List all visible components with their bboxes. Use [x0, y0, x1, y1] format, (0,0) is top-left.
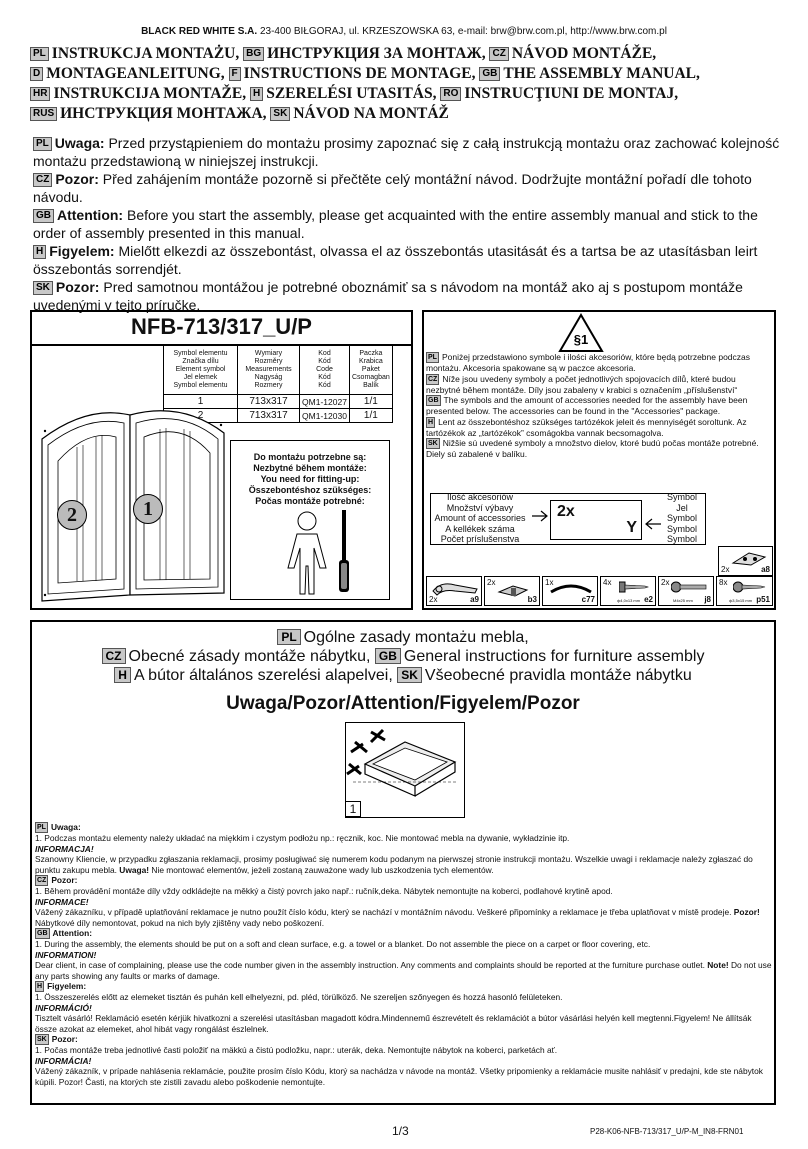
header-line: Kód	[318, 373, 331, 381]
arrow-right-icon	[532, 510, 552, 522]
legend-label: Ilość akcesoriów	[446, 492, 514, 502]
general-title-text: Všeobecné pravidla montáže nábytku	[424, 667, 692, 684]
flag-pl: PL	[33, 137, 52, 151]
body-heading: Pozor:	[51, 1034, 78, 1044]
warning-label: Uwaga:	[54, 135, 105, 151]
body-text: Dear client, in case of complaining, please use the code number given in the assembly instruction. Any comments and complaints should be reported at the furniture purchase outlet.	[35, 960, 708, 970]
general-title-text: Obecné zásady montáže nábytku,	[128, 648, 371, 665]
accessory-qty: 2x	[487, 578, 496, 587]
flag-pl: PL	[428, 354, 437, 361]
accessory-qty: 4x	[603, 578, 612, 587]
general-body	[35, 822, 773, 1087]
flag-gb: GB	[375, 648, 401, 664]
flag-h: H	[33, 245, 46, 259]
accessory-a9	[426, 576, 482, 606]
flag-hr: HR	[30, 87, 50, 101]
legend-symbol: Y	[626, 519, 637, 536]
body-text: Tisztelt vásárló! Reklamáció esetén kérjük hivatkozni a szerelési utasításban magadott kódra.Mindennemű észrevételt és reklamációt a bútor vásárlási helyén kell megtenni.Figyelem! Ne állítsák össze azokat az elemeket, ahol hibát vagy rongálást észlelnek.	[35, 1013, 752, 1034]
flag-rus: RUS	[30, 107, 57, 121]
accessory-paragraph	[426, 395, 772, 417]
flag-sk: SK	[397, 667, 422, 683]
body-bold: Note!	[707, 960, 729, 970]
general-title-line	[30, 628, 776, 647]
flag-cz: CZ	[33, 173, 52, 187]
legend-symbol-label: Symbol	[666, 523, 697, 534]
general-title-text: A bútor általános szerelési alapelvei,	[133, 667, 393, 684]
warning-label: Pozor:	[55, 279, 100, 295]
legend-symbol-label: Jel	[676, 502, 688, 513]
flag-cz: CZ	[428, 375, 438, 383]
body-text: Nábytkové díly nemontovat, pokud na nich byly zjištěny vady nebo poškození.	[35, 917, 325, 928]
accessory-paragraph	[426, 374, 772, 396]
body-line	[35, 1056, 773, 1067]
body-line	[35, 939, 773, 950]
body-text: Nie montować elementów, jeżeli zostaną zauważone wady lub uszkodzenia tych elementów.	[149, 864, 494, 875]
legend-label: A kellékek száma	[445, 523, 515, 534]
accessory-text: Lent az összebontéshoz szükséges tartózékok jeleit és mennyiségét soroltunk. Az tartózékok az „tartózékok” csomágokba vannak becsomagolva.	[426, 416, 747, 438]
body-text: Do not use any parts showing any faults or marks of damage.	[35, 960, 772, 981]
law-symbol: §1	[573, 332, 589, 347]
warning-label: Figyelem:	[49, 243, 115, 259]
accessories-text	[426, 352, 772, 460]
accessory-qty: 2x	[429, 595, 438, 604]
title-text: THE ASSEMBLY MANUAL,	[503, 65, 700, 82]
law-symbol-icon	[558, 313, 604, 353]
flag-h: H	[37, 983, 43, 990]
flag-h: H	[114, 667, 131, 683]
body-line	[35, 950, 773, 961]
company-address: 23-400 BIŁGORAJ, ul. KRZESZOWSKA 63, e-mail: brw@brw.com.pl, http://www.brw.com.pl	[257, 26, 667, 37]
title-text: ИНСТРУКЦИЯ ЗА МОНТАЖ,	[267, 45, 486, 62]
warning-paragraph	[33, 278, 781, 314]
company-name: BLACK RED WHITE S.A.	[141, 26, 258, 37]
handle-icon	[549, 582, 593, 596]
title-text: MONTAGEANLEITUNG,	[46, 65, 225, 82]
general-title-text: Ogólne zasady montażu mebla,	[303, 629, 529, 646]
flag-f: F	[229, 67, 241, 81]
body-text: 1. Podczas montażu elementy należy układać na miękkim i czystym podłożu np.: ręcznik, koc. Nie montować mebla na dywanie, wykładzinie itp.	[35, 833, 570, 843]
body-line	[35, 1045, 773, 1056]
title-text: INSTRUCŢIUNI DE MONTAJ,	[464, 85, 679, 102]
body-line	[35, 992, 773, 1003]
flag-cz: CZ	[102, 648, 126, 664]
body-text: 1. During the assembly, the elements should be put on a soft and clean surface, e.g. a towel or a blanket. Do not assemble the piece on a carpet or floor covering, etc.	[35, 939, 651, 949]
header-line: Wymiary	[254, 349, 283, 357]
title-line	[30, 44, 790, 64]
warning-paragraph	[33, 206, 781, 242]
body-heading: Attention:	[52, 928, 93, 938]
hinge-icon	[431, 579, 481, 597]
figure-number: 1	[345, 801, 361, 817]
body-text: 1. Počas montáže treba jednotlivé časti položiť na mäkkú a čistú podložku, napr.: uterák, deka. Nemontujte nábytok na koberci, parketách ať.	[35, 1045, 558, 1055]
accessory-a8	[718, 546, 773, 576]
body-line	[35, 1066, 773, 1087]
flag-ro: RO	[440, 87, 461, 101]
screw-icon	[619, 581, 649, 593]
accessory-code: p51	[756, 595, 770, 604]
warning-text: Mielőtt elkezdi az összebontást, olvassa el az összebontás utasitását és a tartsa be az utasításban leirt összebontás sorrendjét.	[33, 243, 758, 277]
body-line	[35, 822, 773, 833]
header-line: Jel elemek	[183, 373, 218, 381]
flag-gb: GB	[37, 930, 48, 937]
row-dims: 713x317	[238, 395, 300, 409]
company-header	[0, 26, 808, 37]
title-text: INSTRUCTIONS DE MONTAGE,	[243, 65, 476, 82]
body-info: INFORMACJA!	[35, 843, 94, 854]
spec-header-code	[300, 345, 350, 395]
title-line	[30, 64, 790, 84]
flag-bg: BG	[243, 47, 264, 61]
legend-label: Amount of accessories	[434, 513, 526, 523]
flag-h: H	[250, 87, 263, 101]
header-line: Paket	[361, 365, 380, 373]
warning-label: Pozor:	[55, 171, 99, 187]
flag-gb: GB	[479, 67, 500, 81]
flag-pl: PL	[277, 629, 300, 645]
fitting-line: Počas montáže potrebné:	[255, 496, 365, 506]
accessory-paragraph	[426, 438, 772, 460]
legend-symbol-label: Symbol	[666, 492, 697, 502]
header-line: Kod	[318, 349, 331, 357]
body-text: Vážený zákazníku, v případě uplatňování reklamace je nutno použít číslo kódu, který se nachází v montážním návodu. Veškeré připomínky a reklamace je třeba uplatňovat v místě prodeje.	[35, 907, 734, 917]
title-line	[30, 84, 790, 104]
body-info: INFORMACE!	[35, 896, 89, 907]
accessory-text: Nižšie sú uvedené symboly a množstvo dielov, ktoré budú počas montáže potrebné. Diely sú zabalené v balíku.	[426, 438, 759, 460]
header-line: Element symbol	[175, 365, 226, 373]
warning-paragraph	[33, 242, 781, 278]
body-info: INFORMÁCIA!	[35, 1055, 92, 1066]
warning-text: Before you start the assembly, please get acquainted with the entire assembly manual and stick to the order of assembly presented in this manual.	[33, 207, 758, 241]
title-text: INSTRUKCJA MONTAŻU,	[51, 45, 240, 62]
body-line	[35, 875, 773, 886]
title-text: ИНСТРУКЦИЯ МОНТАЖА,	[60, 105, 267, 122]
accessory-code: a9	[470, 595, 479, 604]
doors-illustration	[32, 395, 227, 607]
header-line: Kód	[318, 381, 331, 389]
header-line: Krabica	[359, 357, 383, 365]
manual-titles	[30, 44, 790, 124]
accessory-code: j8	[704, 595, 711, 604]
flag-sk: SK	[33, 281, 53, 295]
body-bold: Pozor!	[733, 907, 760, 917]
body-bold: Uwaga!	[119, 864, 150, 875]
drawing-frame	[345, 722, 465, 818]
body-line	[35, 1013, 773, 1034]
door-label-2: 2	[57, 500, 87, 530]
body-info: INFORMATION!	[35, 949, 97, 960]
hinge-plate-icon	[731, 549, 769, 567]
general-title-line	[30, 647, 776, 666]
row-pack: 1/1	[350, 395, 393, 409]
accessory-text: The symbols and the amount of accessories needed for the assembly have been presented below. The accessories can be found in the "Accessories" package.	[426, 395, 748, 417]
flag-h: H	[428, 418, 434, 426]
title-text: NÁVOD NA MONTÁŽ	[293, 105, 449, 122]
body-text: Vážený zákazník, v prípade nahlásenia reklamácie, použite prosím číslo Kódu, ktorý sa nachádza v návode na montáž. Všetky pripomienky a reklamácie musite nahlásiť v predajni, kde ste nábytok kúpili. Pozor! Časti, na ktorých ste zistili zavadu alebo poškodenie nemontujte.	[35, 1066, 763, 1087]
warning-paragraph	[33, 170, 781, 206]
general-title-text: General instructions for furniture assembly	[403, 648, 705, 665]
general-title-line	[30, 666, 776, 685]
header-line: Značka dílu	[182, 357, 219, 365]
body-text: 1. Összeszerelés előtt az elemeket tisztán és puhán kell elhelyezni, pd. pléd, törülköző. Ne szereljen szőnyegen és hozzá hasonló felületeken.	[35, 992, 563, 1002]
flag-pl: PL	[37, 824, 46, 831]
row-code: QM1-12030	[300, 409, 350, 423]
header-line: Rozměry	[254, 357, 283, 365]
title-line	[30, 104, 790, 124]
header-line: Balík	[363, 381, 379, 389]
accessory-qty: 2x	[721, 565, 730, 574]
page-number: 1/3	[392, 1124, 409, 1138]
body-line	[35, 960, 773, 981]
row-dims: 713x317	[238, 409, 300, 423]
body-line	[35, 854, 773, 875]
accessory-qty: 1x	[545, 578, 554, 587]
general-subtitle: Uwaga/Pozor/Attention/Figyelem/Pozor	[226, 693, 580, 714]
accessory-code: b3	[527, 595, 537, 604]
warnings-block	[33, 134, 781, 314]
header-line: Nagyság	[254, 373, 283, 381]
warning-text: Pred samotnou montážou je potrebné oboznámiť sa s návodom na montáž ako aj s postupom montáže uvedenými v tejto príručke.	[33, 279, 743, 313]
flag-gb: GB	[33, 209, 54, 223]
accessory-text: Poniżej przedstawiono symbole i ilości akcesoriów, które będą potrzebne podczas montażu. Akcesoria spakowane są w paczce akcesoria.	[426, 352, 751, 373]
flag-sk: SK	[270, 107, 290, 121]
arrow-left-icon	[641, 518, 661, 530]
body-heading: Figyelem:	[47, 981, 87, 991]
warning-label: Attention:	[57, 207, 124, 223]
row-code: QM1-12027	[300, 395, 350, 409]
accessory-size: ф3,5x15 mm	[729, 598, 753, 603]
header-line: Measurements	[245, 365, 292, 373]
body-line	[35, 886, 773, 897]
legend-symbol-label: Symbol	[666, 513, 697, 523]
accessory-paragraph	[426, 352, 772, 374]
header-line: Symbol elementu	[173, 381, 228, 389]
legend-label: Počet príslušenstva	[440, 534, 520, 544]
body-line	[35, 897, 773, 908]
accessory-code: c77	[581, 595, 595, 604]
row-symbol: 2	[164, 409, 238, 423]
body-text: Szanowny Kliencie, w przypadku zgłaszania reklamacji, prosimy posługiwać się numerem kodu podanym na pierwszej stronie instrukcji montażu. Wszelkie uwagi i reklamacje należy zgłaszać do punktu zakupu mebla.	[35, 854, 753, 875]
product-code: NFB-713/317_U/P	[30, 310, 413, 346]
legend-example-box	[550, 500, 642, 540]
accessory-p51	[716, 576, 773, 606]
flag-sk: SK	[37, 1036, 47, 1043]
body-line	[35, 844, 773, 855]
header-line: Paczka	[359, 349, 383, 357]
accessory-qty: 8x	[719, 578, 728, 587]
body-line	[35, 1034, 773, 1045]
accessory-code: e2	[644, 595, 653, 604]
flag-sk: SK	[428, 440, 438, 448]
general-titles	[30, 628, 776, 685]
body-heading: Uwaga:	[50, 822, 81, 832]
body-text: 1. Během provádění montáže díly vždy odkládejte na měkký a čistý povrch jako např.: ručník,deka. Nábytek nemontujte na koberci, podlahové krytině apod.	[35, 886, 613, 896]
flag-d: D	[30, 67, 43, 81]
accessory-size: ф4,0x13 mm	[617, 598, 641, 603]
document-code: P28-K06-NFB-713/317_U/P-M_IN8-FRN01	[590, 1127, 744, 1136]
fitting-text	[232, 452, 388, 507]
connector-icon	[497, 582, 531, 600]
body-line	[35, 907, 773, 928]
header-line: Rozmery	[254, 381, 283, 389]
title-text: INSTRUKCIJA MONTAŽE,	[53, 85, 247, 102]
body-line	[35, 833, 773, 844]
warning-text: Przed przystąpieniem do montażu prosimy zapoznać się z całą instrukcją montażu oraz zachować kolejność montażu przedstawioną w niniejszej instrukcji.	[33, 135, 780, 169]
title-text: NÁVOD MONTÁŽE,	[511, 45, 657, 62]
accessory-qty: 2x	[661, 578, 670, 587]
warning-paragraph	[33, 134, 781, 170]
body-line	[35, 928, 773, 939]
spec-table-header	[164, 345, 393, 395]
legend-qty: 2x	[557, 503, 575, 520]
body-info: INFORMÁCIÓ!	[35, 1002, 92, 1013]
fitting-line: You need for fitting-up:	[260, 474, 360, 484]
accessory-code: a8	[761, 565, 770, 574]
header-line: Code	[316, 365, 333, 373]
warning-text: Před zahájením montáže pozorně si přečtěte celý montážní návod. Dodržujte montážní pořadí dle tohoto návodu.	[33, 171, 752, 205]
body-heading: Pozor:	[51, 875, 78, 885]
flag-cz: CZ	[37, 877, 47, 884]
door-label-1: 1	[133, 494, 163, 524]
screw-icon	[733, 581, 767, 593]
legend-symbols	[660, 492, 704, 545]
header-line: Csomagban	[352, 373, 390, 381]
header-line: Symbol elementu	[173, 349, 228, 357]
accessory-size: M4x25 mm	[673, 598, 693, 603]
flag-gb: GB	[428, 397, 439, 405]
body-line	[35, 981, 773, 992]
accessory-e2	[600, 576, 656, 606]
legend-labels	[430, 492, 530, 545]
accessory-text: Níže jsou uvedeny symboly a počet jednotlivých spojovacích dílů, které budou nezbytné během montáže. Díly jsou zabaleny v krabici s označením „příslušenství“	[426, 373, 738, 395]
accessory-b3	[484, 576, 540, 606]
accessory-c77	[542, 576, 598, 606]
fitting-line: Nezbytné během montáže:	[253, 463, 367, 473]
spec-header-pack	[350, 345, 393, 395]
legend-label: Množství výbavy	[446, 502, 514, 513]
bolt-icon	[671, 581, 707, 593]
fitting-line: Összebontéshoz szükséges:	[248, 485, 372, 495]
spec-header-symbol	[164, 345, 238, 395]
row-pack: 1/1	[350, 409, 393, 423]
accessory-j8	[658, 576, 714, 606]
fitting-line: Do montażu potrzebne są:	[253, 452, 367, 462]
legend-symbol-label: Symbol	[666, 534, 697, 544]
body-line	[35, 1003, 773, 1014]
flag-pl: PL	[30, 47, 49, 61]
header-line: Kód	[318, 357, 331, 365]
title-text: SZERELÉSI UTASITÁS,	[266, 85, 437, 102]
flag-cz: CZ	[489, 47, 508, 61]
spec-header-dims	[238, 345, 300, 395]
accessory-paragraph	[426, 417, 772, 439]
row-symbol: 1	[164, 395, 238, 409]
person-screwdriver-icon	[280, 508, 370, 596]
